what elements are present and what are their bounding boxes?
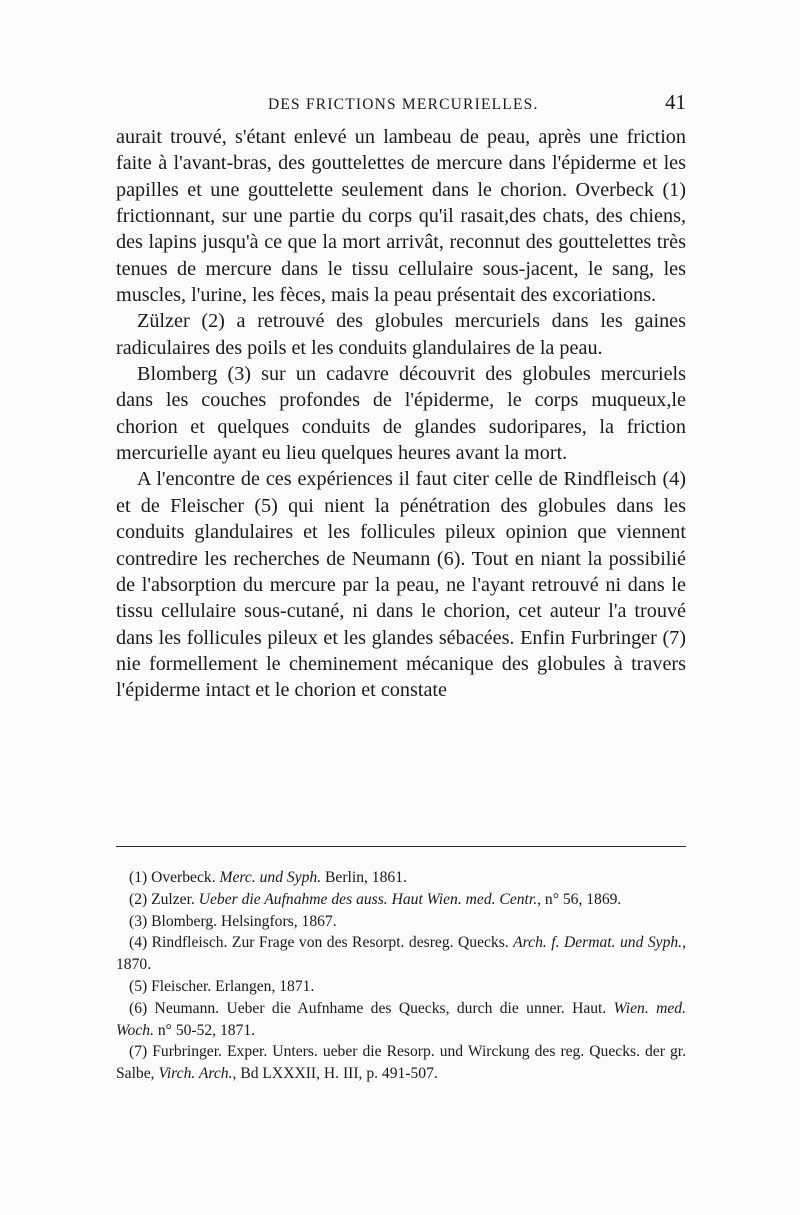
body-text <box>116 124 686 704</box>
footnote-italic: Ueber die Aufnahme des auss. Haut Wien. med. Centr. <box>198 890 538 908</box>
footnote-italic: Merc. und Syph. <box>219 869 322 886</box>
footnote-3 <box>116 911 686 933</box>
footnote-italic: Virch. Arch. <box>158 1065 233 1083</box>
footnote-text: n° 50-52, 1871. <box>153 1021 256 1039</box>
footnote-text: (4) Rindfleisch. Zur Frage von des Resorpt. desreg. Quecks. <box>129 934 514 952</box>
footnote-text: (1) Overbeck. <box>129 869 220 886</box>
footnote-text: , Bd LXXXII, H. III, p. 491-507. <box>232 1065 438 1083</box>
footnote-2 <box>116 889 686 911</box>
footnote-text: Berlin, 1861. <box>321 869 407 886</box>
footnote-7 <box>116 1041 686 1085</box>
footnote-text: (3) Blomberg. Helsingfors, 1867. <box>129 912 337 930</box>
paragraph-rindfleisch: A l'encontre de ces expériences il faut citer celle de Rindfleisch (4) et de Fleischer (5) qui nient la pénétration des globules dans les conduits glandulaires et les follicules pileux opinion que viennent contredire les recherches de Neumann (6). Tout en niant la possibilié de l'absorption du mercure par la peau, ne l'ayant retrouvé ni dans le tissu cellulaire sous-cutané, ni dans le chorion, cet auteur l'a trouvé dans les follicules pileux et les glandes sébacées. Enfin Furbringer (7) nie formellement le cheminement mécanique des globules à travers l'épiderme intact et le chorion et constate <box>116 468 686 702</box>
footnote-text: (7) Furbringer. Exper. Unters. ueber die Resorp. und Wirckung des reg. Quecks. der gr. Salbe, <box>116 1043 686 1083</box>
footnote-text: (2) Zulzer. <box>129 890 199 908</box>
page-number: 41 <box>665 90 686 114</box>
footnote-text: (6) Neumann. Ueber die Aufnhame des Quecks, durch die unner. Haut. <box>129 999 614 1017</box>
running-title: DES FRICTIONS MERCURIELLES. <box>268 96 539 113</box>
footnote-text: (5) Fleischer. Erlangen, 1871. <box>129 977 315 995</box>
footnotes <box>116 867 686 1085</box>
footnote-4 <box>116 932 686 976</box>
footnote-5 <box>116 976 686 998</box>
footnote-rule <box>116 846 686 847</box>
footnote-text: , 1870. <box>116 934 686 974</box>
paragraph-zulzer: Zülzer (2) a retrouvé des globules mercuriels dans les gaines radiculaires des poils et les conduits glandulaires de la peau. <box>116 310 686 359</box>
footnote-text: , n° 56, 1869. <box>537 890 622 908</box>
footnote-1 <box>116 867 686 889</box>
running-header <box>116 90 686 120</box>
footnote-italic: Wien. med. Woch. <box>116 999 687 1039</box>
paragraph-continued: aurait trouvé, s'étant enlevé un lambeau de peau, après une friction faite à l'avant-bras, des gouttelettes de mercure dans l'épiderme et les papilles et une gouttelette seulement dans le chorion. Overbeck (1) frictionnant, sur une partie du corps qu'il rasait,des chats, des chiens, des lapins jusqu'à ce que la mort arrivât, reconnut des gouttelettes très tenues de mercure dans le tissu cellulaire sous-jacent, le sang, les muscles, l'urine, les fèces, mais la peau présentait des excoriations. <box>116 126 686 307</box>
paragraph-blomberg: Blomberg (3) sur un cadavre découvrit des globules mercuriels dans les couches profondes de l'épiderme, le corps muqueux,le chorion et quelques conduits de glandes sudoripares, la friction mercurielle ayant eu lieu quelques heures avant la mort. <box>116 363 686 465</box>
footnote-italic: Arch. f. Dermat. und Syph. <box>513 934 683 952</box>
footnote-6 <box>116 998 686 1042</box>
